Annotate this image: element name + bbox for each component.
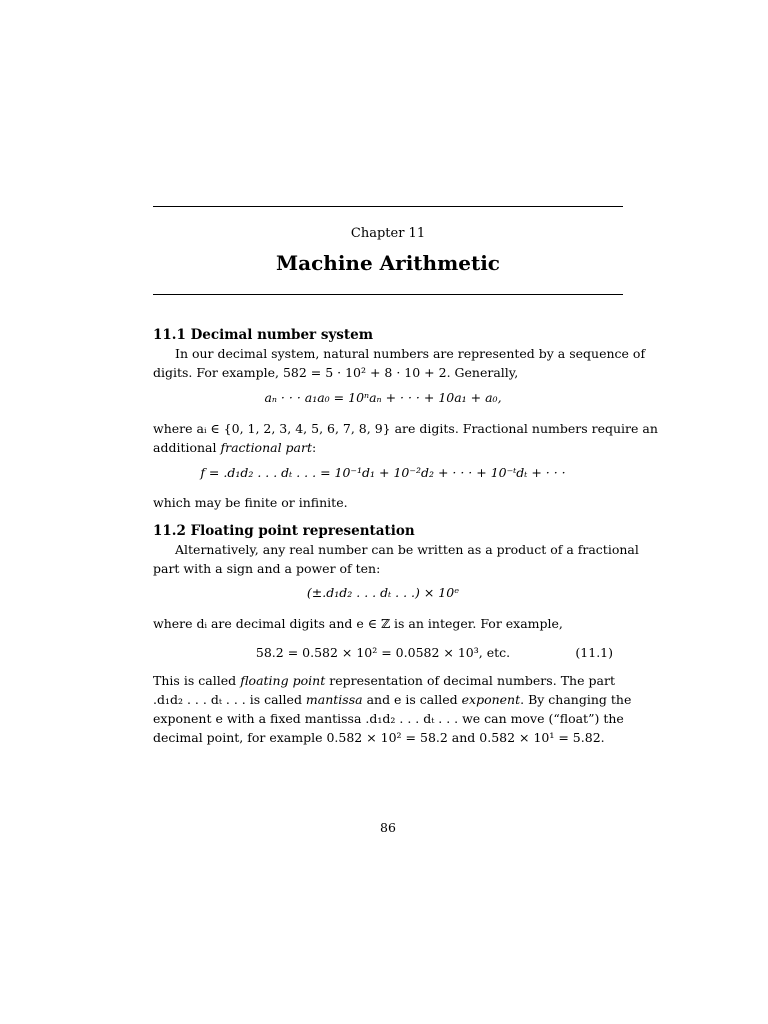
equation-text: 58.2 = 0.582 × 10² = 0.0582 × 10³, etc.	[255, 645, 511, 660]
chapter-title: Machine Arithmetic	[276, 251, 500, 275]
term-fractional-part: fractional part	[220, 440, 313, 455]
text-line: digits. For example, 582 = 5 · 10² + 8 · 10 + 2. Generally,	[153, 365, 519, 380]
text-span: This is called	[153, 673, 241, 688]
equation-text: aₙ · · · a₁a₀ = 10ⁿaₙ + · · · + 10a₁ + a₀,	[264, 390, 502, 405]
section-heading-decimal: 11.1 Decimal number system	[153, 327, 373, 343]
text-line: where dᵢ are decimal digits and e ∈ ℤ is an integer. For example,	[153, 616, 563, 631]
equation-number: (11.1)	[575, 645, 613, 660]
section-heading-floating-point: 11.2 Floating point representation	[153, 523, 415, 539]
page-number: 86	[380, 820, 396, 835]
paragraph-example-intro	[153, 614, 615, 633]
term-exponent: exponent	[461, 692, 521, 707]
equation-text: f = .d₁d₂ . . . dₜ . . . = 10⁻¹d₁ + 10⁻²d₂ + · · · + 10⁻ᵗdₜ + · · ·	[200, 465, 566, 480]
bottom-rule	[153, 294, 623, 295]
equation-fraction	[153, 465, 613, 480]
text-span: .d₁d₂ . . . dₜ . . . is called	[153, 692, 306, 707]
paragraph-finite	[153, 493, 615, 512]
text-span: representation of decimal numbers. The part	[325, 673, 615, 688]
equation-example	[153, 645, 613, 660]
text-line: where aᵢ ∈ {0, 1, 2, 3, 4, 5, 6, 7, 8, 9} are digits. Fractional numbers require an	[153, 421, 658, 436]
top-rule	[153, 206, 623, 207]
term-floating-point: floating point	[240, 673, 326, 688]
paragraph-floating-intro	[153, 540, 639, 578]
text-line: exponent e with a fixed mantissa .d₁d₂ . . . dₜ . . . we can move (“float”) the	[153, 711, 624, 726]
text-line	[153, 438, 615, 457]
equation-representation	[153, 585, 613, 600]
text-line: part with a sign and a power of ten:	[153, 561, 381, 576]
chapter-label: Chapter 11	[350, 226, 426, 241]
paragraph-digits	[153, 419, 658, 457]
text-line	[153, 671, 615, 690]
equation-digits	[153, 390, 613, 405]
text-line	[153, 690, 632, 709]
text-line: In our decimal system, natural numbers are represented by a sequence of	[175, 346, 646, 361]
text-line: which may be finite or infinite.	[153, 495, 348, 510]
paragraph-decimal-intro	[153, 344, 646, 382]
text-span: and e is called	[362, 692, 462, 707]
text-span: . By changing the	[520, 692, 632, 707]
text-span: :	[312, 440, 317, 455]
text-line: Alternatively, any real number can be written as a product of a fractional	[175, 542, 639, 557]
text-line: decimal point, for example 0.582 × 10² = 58.2 and 0.582 × 10¹ = 5.82.	[153, 730, 605, 745]
equation-text: (±.d₁d₂ . . . dₜ . . .) × 10ᵉ	[306, 585, 460, 600]
term-mantissa: mantissa	[305, 692, 363, 707]
text-span: additional	[153, 440, 221, 455]
paragraph-floating-explanation	[153, 671, 632, 747]
